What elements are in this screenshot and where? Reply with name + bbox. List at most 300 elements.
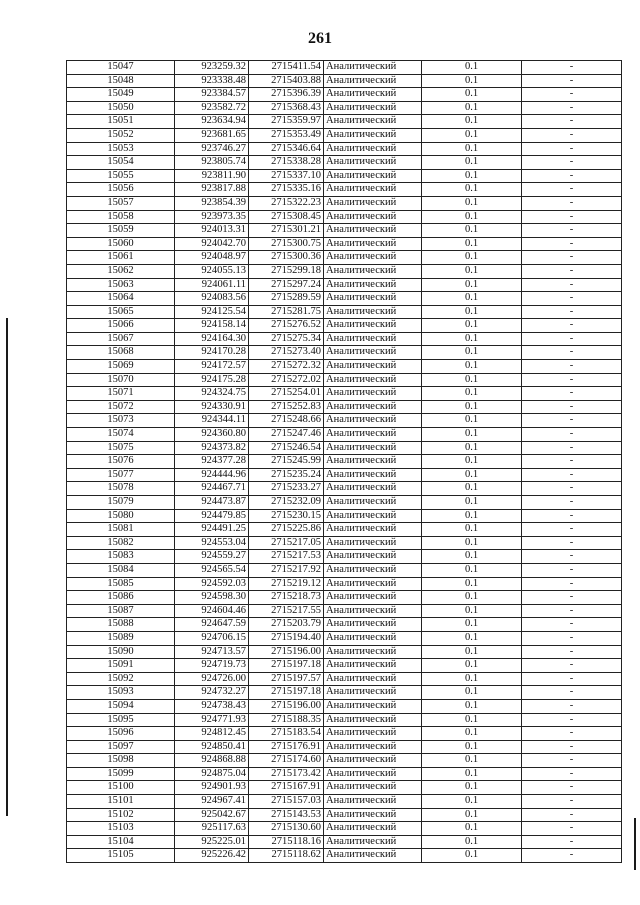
accuracy-cell: 0.1 [422, 468, 522, 482]
note-cell: - [522, 400, 622, 414]
x-coordinate-cell: 924732.27 [175, 686, 249, 700]
x-coordinate-cell: 924565.54 [175, 563, 249, 577]
accuracy-cell: 0.1 [422, 428, 522, 442]
accuracy-cell: 0.1 [422, 563, 522, 577]
point-number-cell: 15071 [67, 387, 175, 401]
table-row [67, 196, 622, 210]
table-row [67, 183, 622, 197]
y-coordinate-cell: 2715411.54 [249, 61, 324, 75]
table-row [67, 754, 622, 768]
accuracy-cell: 0.1 [422, 550, 522, 564]
method-cell: Аналитический [324, 115, 422, 129]
table-row [67, 101, 622, 115]
y-coordinate-cell: 2715335.16 [249, 183, 324, 197]
note-cell: - [522, 631, 622, 645]
y-coordinate-cell: 2715281.75 [249, 305, 324, 319]
method-cell: Аналитический [324, 563, 422, 577]
method-cell: Аналитический [324, 305, 422, 319]
table-row [67, 292, 622, 306]
x-coordinate-cell: 924324.75 [175, 387, 249, 401]
method-cell: Аналитический [324, 672, 422, 686]
x-coordinate-cell: 924377.28 [175, 455, 249, 469]
point-number-cell: 15055 [67, 169, 175, 183]
y-coordinate-cell: 2715217.05 [249, 536, 324, 550]
y-coordinate-cell: 2715346.64 [249, 142, 324, 156]
note-cell: - [522, 713, 622, 727]
x-coordinate-cell: 925225.01 [175, 835, 249, 849]
note-cell: - [522, 686, 622, 700]
method-cell: Аналитический [324, 645, 422, 659]
accuracy-cell: 0.1 [422, 482, 522, 496]
method-cell: Аналитический [324, 631, 422, 645]
note-cell: - [522, 591, 622, 605]
point-number-cell: 15104 [67, 835, 175, 849]
note-cell: - [522, 468, 622, 482]
point-number-cell: 15081 [67, 523, 175, 537]
method-cell: Аналитический [324, 128, 422, 142]
table-row [67, 659, 622, 673]
accuracy-cell: 0.1 [422, 101, 522, 115]
x-coordinate-cell: 924875.04 [175, 767, 249, 781]
x-coordinate-cell: 925226.42 [175, 849, 249, 863]
method-cell: Аналитический [324, 835, 422, 849]
table-row [67, 577, 622, 591]
table-row [67, 428, 622, 442]
method-cell: Аналитический [324, 360, 422, 374]
note-cell: - [522, 319, 622, 333]
x-coordinate-cell: 924647.59 [175, 618, 249, 632]
x-coordinate-cell: 923338.48 [175, 74, 249, 88]
y-coordinate-cell: 2715338.28 [249, 156, 324, 170]
x-coordinate-cell: 924373.82 [175, 441, 249, 455]
point-number-cell: 15056 [67, 183, 175, 197]
x-coordinate-cell: 923746.27 [175, 142, 249, 156]
note-cell: - [522, 795, 622, 809]
y-coordinate-cell: 2715174.60 [249, 754, 324, 768]
note-cell: - [522, 563, 622, 577]
point-number-cell: 15054 [67, 156, 175, 170]
x-coordinate-cell: 924175.28 [175, 373, 249, 387]
accuracy-cell: 0.1 [422, 210, 522, 224]
x-coordinate-cell: 924172.57 [175, 360, 249, 374]
method-cell: Аналитический [324, 550, 422, 564]
method-cell: Аналитический [324, 536, 422, 550]
x-coordinate-cell: 923811.90 [175, 169, 249, 183]
table-row [67, 142, 622, 156]
note-cell: - [522, 74, 622, 88]
x-coordinate-cell: 924771.93 [175, 713, 249, 727]
note-cell: - [522, 523, 622, 537]
note-cell: - [522, 142, 622, 156]
table-row [67, 414, 622, 428]
accuracy-cell: 0.1 [422, 400, 522, 414]
x-coordinate-cell: 924967.41 [175, 795, 249, 809]
accuracy-cell: 0.1 [422, 713, 522, 727]
y-coordinate-cell: 2715183.54 [249, 727, 324, 741]
y-coordinate-cell: 2715217.92 [249, 563, 324, 577]
method-cell: Аналитический [324, 523, 422, 537]
table-row [67, 767, 622, 781]
note-cell: - [522, 740, 622, 754]
y-coordinate-cell: 2715225.86 [249, 523, 324, 537]
point-number-cell: 15098 [67, 754, 175, 768]
method-cell: Аналитический [324, 686, 422, 700]
x-coordinate-cell: 923634.94 [175, 115, 249, 129]
method-cell: Аналитический [324, 387, 422, 401]
method-cell: Аналитический [324, 237, 422, 251]
table-row [67, 591, 622, 605]
method-cell: Аналитический [324, 781, 422, 795]
point-number-cell: 15057 [67, 196, 175, 210]
table-row [67, 210, 622, 224]
point-number-cell: 15062 [67, 264, 175, 278]
table-row [67, 496, 622, 510]
method-cell: Аналитический [324, 74, 422, 88]
note-cell: - [522, 455, 622, 469]
accuracy-cell: 0.1 [422, 740, 522, 754]
method-cell: Аналитический [324, 496, 422, 510]
table-row [67, 835, 622, 849]
accuracy-cell: 0.1 [422, 455, 522, 469]
x-coordinate-cell: 923681.65 [175, 128, 249, 142]
point-number-cell: 15084 [67, 563, 175, 577]
table-row [67, 387, 622, 401]
note-cell: - [522, 414, 622, 428]
coordinates-table-container [66, 60, 612, 863]
accuracy-cell: 0.1 [422, 754, 522, 768]
y-coordinate-cell: 2715232.09 [249, 496, 324, 510]
y-coordinate-cell: 2715143.53 [249, 808, 324, 822]
table-row [67, 563, 622, 577]
method-cell: Аналитический [324, 808, 422, 822]
point-number-cell: 15092 [67, 672, 175, 686]
y-coordinate-cell: 2715300.36 [249, 251, 324, 265]
point-number-cell: 15048 [67, 74, 175, 88]
scan-edge-mark-left [6, 318, 8, 816]
x-coordinate-cell: 924812.45 [175, 727, 249, 741]
y-coordinate-cell: 2715245.99 [249, 455, 324, 469]
x-coordinate-cell: 924738.43 [175, 699, 249, 713]
y-coordinate-cell: 2715157.03 [249, 795, 324, 809]
y-coordinate-cell: 2715188.35 [249, 713, 324, 727]
point-number-cell: 15060 [67, 237, 175, 251]
accuracy-cell: 0.1 [422, 686, 522, 700]
note-cell: - [522, 210, 622, 224]
method-cell: Аналитический [324, 822, 422, 836]
table-row [67, 115, 622, 129]
accuracy-cell: 0.1 [422, 264, 522, 278]
accuracy-cell: 0.1 [422, 196, 522, 210]
y-coordinate-cell: 2715322.23 [249, 196, 324, 210]
method-cell: Аналитический [324, 224, 422, 238]
method-cell: Аналитический [324, 455, 422, 469]
point-number-cell: 15058 [67, 210, 175, 224]
method-cell: Аналитический [324, 264, 422, 278]
point-number-cell: 15086 [67, 591, 175, 605]
point-number-cell: 15051 [67, 115, 175, 129]
note-cell: - [522, 509, 622, 523]
table-row [67, 332, 622, 346]
accuracy-cell: 0.1 [422, 618, 522, 632]
scan-edge-mark-right [634, 818, 636, 870]
point-number-cell: 15073 [67, 414, 175, 428]
point-number-cell: 15095 [67, 713, 175, 727]
x-coordinate-cell: 924719.73 [175, 659, 249, 673]
note-cell: - [522, 278, 622, 292]
y-coordinate-cell: 2715299.18 [249, 264, 324, 278]
point-number-cell: 15094 [67, 699, 175, 713]
table-row [67, 672, 622, 686]
accuracy-cell: 0.1 [422, 360, 522, 374]
accuracy-cell: 0.1 [422, 781, 522, 795]
point-number-cell: 15059 [67, 224, 175, 238]
accuracy-cell: 0.1 [422, 604, 522, 618]
y-coordinate-cell: 2715118.16 [249, 835, 324, 849]
point-number-cell: 15099 [67, 767, 175, 781]
table-row [67, 237, 622, 251]
table-row [67, 482, 622, 496]
point-number-cell: 15061 [67, 251, 175, 265]
y-coordinate-cell: 2715396.39 [249, 88, 324, 102]
method-cell: Аналитический [324, 795, 422, 809]
method-cell: Аналитический [324, 849, 422, 863]
y-coordinate-cell: 2715247.46 [249, 428, 324, 442]
method-cell: Аналитический [324, 699, 422, 713]
table-row [67, 781, 622, 795]
y-coordinate-cell: 2715230.15 [249, 509, 324, 523]
y-coordinate-cell: 2715301.21 [249, 224, 324, 238]
method-cell: Аналитический [324, 577, 422, 591]
x-coordinate-cell: 924553.04 [175, 536, 249, 550]
note-cell: - [522, 672, 622, 686]
accuracy-cell: 0.1 [422, 373, 522, 387]
x-coordinate-cell: 924164.30 [175, 332, 249, 346]
method-cell: Аналитический [324, 196, 422, 210]
y-coordinate-cell: 2715176.91 [249, 740, 324, 754]
point-number-cell: 15047 [67, 61, 175, 75]
y-coordinate-cell: 2715272.02 [249, 373, 324, 387]
x-coordinate-cell: 924604.46 [175, 604, 249, 618]
point-number-cell: 15103 [67, 822, 175, 836]
x-coordinate-cell: 923805.74 [175, 156, 249, 170]
note-cell: - [522, 496, 622, 510]
method-cell: Аналитический [324, 346, 422, 360]
point-number-cell: 15090 [67, 645, 175, 659]
method-cell: Аналитический [324, 169, 422, 183]
point-number-cell: 15069 [67, 360, 175, 374]
y-coordinate-cell: 2715273.40 [249, 346, 324, 360]
x-coordinate-cell: 924713.57 [175, 645, 249, 659]
point-number-cell: 15097 [67, 740, 175, 754]
point-number-cell: 15079 [67, 496, 175, 510]
note-cell: - [522, 88, 622, 102]
x-coordinate-cell: 924901.93 [175, 781, 249, 795]
method-cell: Аналитический [324, 373, 422, 387]
note-cell: - [522, 727, 622, 741]
point-number-cell: 15063 [67, 278, 175, 292]
x-coordinate-cell: 924013.31 [175, 224, 249, 238]
note-cell: - [522, 659, 622, 673]
point-number-cell: 15105 [67, 849, 175, 863]
accuracy-cell: 0.1 [422, 74, 522, 88]
x-coordinate-cell: 924048.97 [175, 251, 249, 265]
accuracy-cell: 0.1 [422, 251, 522, 265]
method-cell: Аналитический [324, 618, 422, 632]
accuracy-cell: 0.1 [422, 346, 522, 360]
point-number-cell: 15080 [67, 509, 175, 523]
method-cell: Аналитический [324, 400, 422, 414]
accuracy-cell: 0.1 [422, 88, 522, 102]
note-cell: - [522, 441, 622, 455]
note-cell: - [522, 169, 622, 183]
point-number-cell: 15075 [67, 441, 175, 455]
accuracy-cell: 0.1 [422, 727, 522, 741]
note-cell: - [522, 781, 622, 795]
accuracy-cell: 0.1 [422, 237, 522, 251]
y-coordinate-cell: 2715194.40 [249, 631, 324, 645]
accuracy-cell: 0.1 [422, 822, 522, 836]
note-cell: - [522, 332, 622, 346]
point-number-cell: 15065 [67, 305, 175, 319]
point-number-cell: 15101 [67, 795, 175, 809]
method-cell: Аналитический [324, 183, 422, 197]
table-row [67, 550, 622, 564]
note-cell: - [522, 237, 622, 251]
accuracy-cell: 0.1 [422, 808, 522, 822]
method-cell: Аналитический [324, 740, 422, 754]
accuracy-cell: 0.1 [422, 305, 522, 319]
accuracy-cell: 0.1 [422, 631, 522, 645]
y-coordinate-cell: 2715276.52 [249, 319, 324, 333]
accuracy-cell: 0.1 [422, 156, 522, 170]
note-cell: - [522, 196, 622, 210]
y-coordinate-cell: 2715235.24 [249, 468, 324, 482]
table-row [67, 468, 622, 482]
table-row [67, 88, 622, 102]
note-cell: - [522, 645, 622, 659]
note-cell: - [522, 224, 622, 238]
y-coordinate-cell: 2715217.53 [249, 550, 324, 564]
accuracy-cell: 0.1 [422, 61, 522, 75]
y-coordinate-cell: 2715217.55 [249, 604, 324, 618]
table-row [67, 251, 622, 265]
x-coordinate-cell: 923854.39 [175, 196, 249, 210]
point-number-cell: 15052 [67, 128, 175, 142]
table-row [67, 61, 622, 75]
table-row [67, 740, 622, 754]
accuracy-cell: 0.1 [422, 319, 522, 333]
table-row [67, 618, 622, 632]
point-number-cell: 15049 [67, 88, 175, 102]
method-cell: Аналитический [324, 482, 422, 496]
table-row [67, 631, 622, 645]
x-coordinate-cell: 924598.30 [175, 591, 249, 605]
table-row [67, 346, 622, 360]
point-number-cell: 15102 [67, 808, 175, 822]
note-cell: - [522, 373, 622, 387]
method-cell: Аналитический [324, 332, 422, 346]
y-coordinate-cell: 2715300.75 [249, 237, 324, 251]
y-coordinate-cell: 2715275.34 [249, 332, 324, 346]
x-coordinate-cell: 924491.25 [175, 523, 249, 537]
note-cell: - [522, 183, 622, 197]
x-coordinate-cell: 924706.15 [175, 631, 249, 645]
accuracy-cell: 0.1 [422, 183, 522, 197]
accuracy-cell: 0.1 [422, 577, 522, 591]
y-coordinate-cell: 2715118.62 [249, 849, 324, 863]
table-row [67, 360, 622, 374]
point-number-cell: 15088 [67, 618, 175, 632]
y-coordinate-cell: 2715218.73 [249, 591, 324, 605]
point-number-cell: 15076 [67, 455, 175, 469]
x-coordinate-cell: 924479.85 [175, 509, 249, 523]
x-coordinate-cell: 924868.88 [175, 754, 249, 768]
accuracy-cell: 0.1 [422, 699, 522, 713]
note-cell: - [522, 699, 622, 713]
y-coordinate-cell: 2715252.83 [249, 400, 324, 414]
method-cell: Аналитический [324, 278, 422, 292]
y-coordinate-cell: 2715359.97 [249, 115, 324, 129]
note-cell: - [522, 115, 622, 129]
y-coordinate-cell: 2715254.01 [249, 387, 324, 401]
y-coordinate-cell: 2715197.57 [249, 672, 324, 686]
table-row [67, 645, 622, 659]
x-coordinate-cell: 924467.71 [175, 482, 249, 496]
accuracy-cell: 0.1 [422, 414, 522, 428]
y-coordinate-cell: 2715368.43 [249, 101, 324, 115]
method-cell: Аналитический [324, 428, 422, 442]
note-cell: - [522, 767, 622, 781]
method-cell: Аналитический [324, 142, 422, 156]
table-row [67, 441, 622, 455]
x-coordinate-cell: 924360.80 [175, 428, 249, 442]
method-cell: Аналитический [324, 727, 422, 741]
x-coordinate-cell: 923973.35 [175, 210, 249, 224]
x-coordinate-cell: 924444.96 [175, 468, 249, 482]
point-number-cell: 15072 [67, 400, 175, 414]
note-cell: - [522, 822, 622, 836]
method-cell: Аналитический [324, 604, 422, 618]
point-number-cell: 15067 [67, 332, 175, 346]
y-coordinate-cell: 2715203.79 [249, 618, 324, 632]
y-coordinate-cell: 2715308.45 [249, 210, 324, 224]
y-coordinate-cell: 2715289.59 [249, 292, 324, 306]
y-coordinate-cell: 2715196.00 [249, 699, 324, 713]
accuracy-cell: 0.1 [422, 278, 522, 292]
note-cell: - [522, 536, 622, 550]
x-coordinate-cell: 924592.03 [175, 577, 249, 591]
x-coordinate-cell: 924473.87 [175, 496, 249, 510]
point-number-cell: 15070 [67, 373, 175, 387]
table-row [67, 822, 622, 836]
note-cell: - [522, 264, 622, 278]
note-cell: - [522, 360, 622, 374]
x-coordinate-cell: 923582.72 [175, 101, 249, 115]
accuracy-cell: 0.1 [422, 292, 522, 306]
y-coordinate-cell: 2715130.60 [249, 822, 324, 836]
point-number-cell: 15093 [67, 686, 175, 700]
y-coordinate-cell: 2715197.18 [249, 659, 324, 673]
accuracy-cell: 0.1 [422, 128, 522, 142]
method-cell: Аналитический [324, 591, 422, 605]
table-row [67, 536, 622, 550]
note-cell: - [522, 128, 622, 142]
point-number-cell: 15087 [67, 604, 175, 618]
method-cell: Аналитический [324, 156, 422, 170]
point-number-cell: 15096 [67, 727, 175, 741]
y-coordinate-cell: 2715219.12 [249, 577, 324, 591]
method-cell: Аналитический [324, 509, 422, 523]
